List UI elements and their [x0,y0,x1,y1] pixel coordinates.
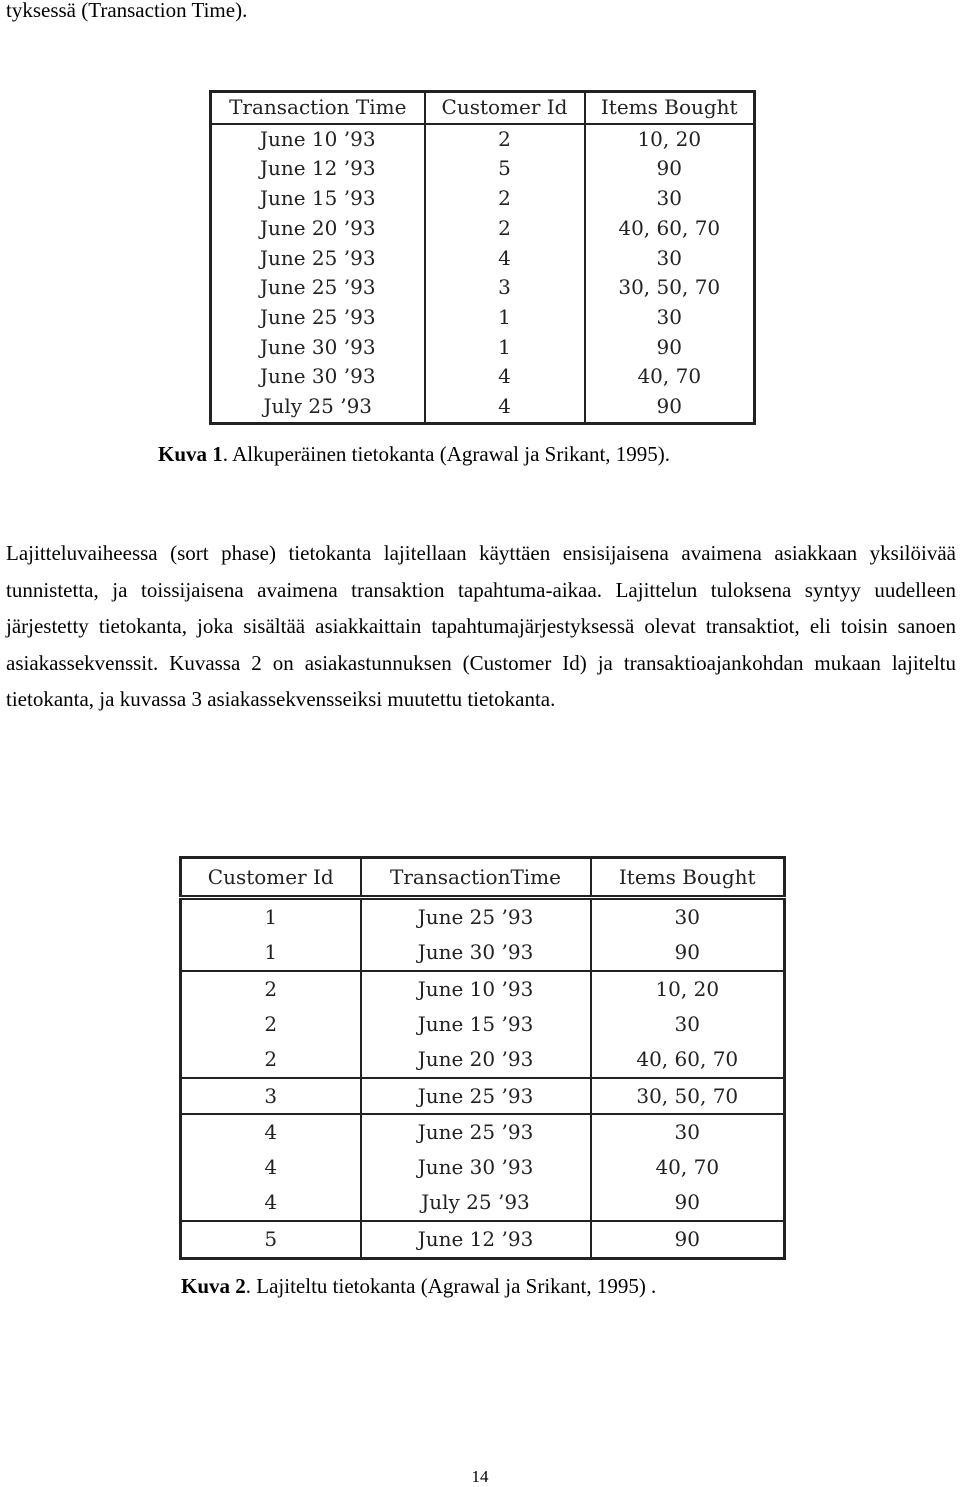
table-cell: June 30 ’93 [211,362,425,392]
table-cell: June 20 ’93 [211,214,425,244]
original-database-table [209,90,756,425]
table-row [181,935,785,971]
caption-label: Kuva 2 [181,1274,246,1298]
sorted-database-table [179,856,786,1260]
table-row [211,154,755,184]
page-number: 14 [471,1467,489,1486]
column-header-items-bought: Items Bought [585,92,755,124]
table-row [211,333,755,363]
table-cell: June 25 ’93 [361,1114,591,1150]
table-cell: 3 [181,1078,361,1115]
column-header-items-bought: Items Bought [591,858,785,898]
table-cell: June 15 ’93 [211,184,425,214]
table-cell: 40, 60, 70 [591,1042,785,1078]
table-cell: 1 [425,303,585,333]
table-row [181,1150,785,1185]
table-row [181,1185,785,1221]
table-row [181,898,785,935]
table-cell: 4 [181,1114,361,1150]
table-cell: June 10 ’93 [361,971,591,1007]
table-cell: 30 [591,1007,785,1042]
table-cell: 30 [591,1114,785,1150]
caption-text: . Lajiteltu tietokanta (Agrawal ja Srikant, 1995) . [245,1274,657,1298]
table-row [211,303,755,333]
table-cell: 40, 60, 70 [585,214,755,244]
table-row [211,124,755,155]
caption-text: . Alkuperäinen tietokanta (Agrawal ja Srikant, 1995). [222,442,671,466]
table-cell: 30 [591,898,785,935]
table-cell: 90 [585,154,755,184]
table-cell: 90 [591,1185,785,1221]
table-row [181,1114,785,1150]
table-cell: 2 [425,124,585,155]
table-row [181,1042,785,1078]
table-cell: June 25 ’93 [361,898,591,935]
column-header-transaction-time: TransactionTime [361,858,591,898]
table-row [181,1078,785,1115]
table-cell: 3 [425,273,585,303]
table-cell: 30, 50, 70 [591,1078,785,1115]
table-header-row [181,858,785,898]
table-cell: 4 [425,392,585,423]
table-cell: July 25 ’93 [361,1185,591,1221]
table-cell: 5 [181,1221,361,1258]
table-cell: 5 [425,154,585,184]
table-cell: 4 [181,1150,361,1185]
table-cell: 4 [425,362,585,392]
table-cell: 90 [585,333,755,363]
table-cell: 10, 20 [591,971,785,1007]
column-header-customer-id: Customer Id [425,92,585,124]
table-row [211,184,755,214]
table-cell: June 15 ’93 [361,1007,591,1042]
table-row [181,971,785,1007]
table-row [211,214,755,244]
table-cell: June 25 ’93 [211,303,425,333]
table-cell: June 25 ’93 [211,244,425,274]
table-row [211,244,755,274]
table-cell: June 30 ’93 [361,1150,591,1185]
figure-caption-1 [158,441,670,468]
table-cell: June 25 ’93 [211,273,425,303]
table-cell: June 12 ’93 [361,1221,591,1258]
table-cell: 1 [181,898,361,935]
column-header-customer-id: Customer Id [181,858,361,898]
table-cell: 4 [425,244,585,274]
table-cell: 2 [181,971,361,1007]
table-header-row [211,92,755,124]
top-text-line: tyksessä (Transaction Time). [6,0,248,22]
table-cell: 2 [181,1042,361,1078]
table-cell: June 30 ’93 [361,935,591,971]
table-cell: 4 [181,1185,361,1221]
table-cell: 40, 70 [591,1150,785,1185]
table-row [181,1007,785,1042]
table-cell: June 10 ’93 [211,124,425,155]
table-cell: 30 [585,244,755,274]
table-cell: 1 [181,935,361,971]
table-cell: 2 [425,214,585,244]
table-row [211,362,755,392]
table-row [211,392,755,423]
table-cell: 1 [425,333,585,363]
caption-label: Kuva 1 [158,442,223,466]
table-cell: 90 [585,392,755,423]
paragraph-text: Lajitteluvaiheessa (sort phase) tietokanta lajitellaan käyttäen ensisijaisena avaimena asiakkaan yksilöivää tunnistetta, ja toissijaisena avaimena transaktion tapahtuma-aikaa. Lajittelun tuloksena syntyy uudelleen järjestetty tietokanta, joka sisältää asiakkaittain tapahtumajärjestyksessä olevat transaktiot, eli toisin sanoen asiakassekvenssit. Kuvassa 2 on asiakastunnuksen (Customer Id) ja transaktioajankohdan mukaan lajiteltu tietokanta, ja kuvassa 3 asiakassekvensseiksi muutettu tietokanta. [6,541,956,712]
table-cell: 2 [181,1007,361,1042]
table-row [211,273,755,303]
figure-caption-2 [181,1273,656,1300]
table-cell: 90 [591,935,785,971]
table-cell: 30 [585,184,755,214]
table-cell: 30, 50, 70 [585,273,755,303]
table-cell: July 25 ’93 [211,392,425,423]
table-cell: 90 [591,1221,785,1258]
table-cell: June 30 ’93 [211,333,425,363]
table-cell: June 20 ’93 [361,1042,591,1078]
table-cell: 10, 20 [585,124,755,155]
column-header-transaction-time: Transaction Time [211,92,425,124]
body-paragraph [6,535,956,718]
table-row [181,1221,785,1258]
table-cell: June 12 ’93 [211,154,425,184]
table-cell: 40, 70 [585,362,755,392]
table-cell: June 25 ’93 [361,1078,591,1115]
table-cell: 30 [585,303,755,333]
table-cell: 2 [425,184,585,214]
